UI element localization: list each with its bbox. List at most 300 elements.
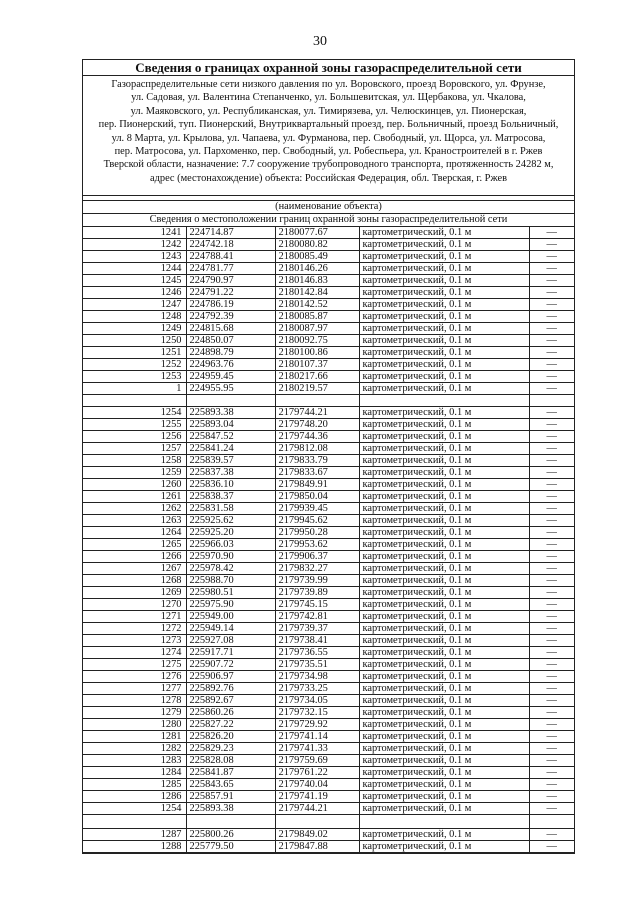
x-coordinate: 224959.45 — [186, 371, 275, 383]
method-accuracy: картометрический, 0.1 м — [359, 371, 529, 383]
point-number: 1259 — [83, 467, 186, 479]
table-row — [83, 767, 574, 779]
x-coordinate: 225829.23 — [186, 743, 275, 755]
description-cell: — — [529, 767, 574, 779]
point-number: 1287 — [83, 829, 186, 841]
method-accuracy: картометрический, 0.1 м — [359, 623, 529, 635]
x-coordinate: 224850.07 — [186, 335, 275, 347]
point-number: 1283 — [83, 755, 186, 767]
method-accuracy: картометрический, 0.1 м — [359, 479, 529, 491]
point-number: 1267 — [83, 563, 186, 575]
point-number: 1257 — [83, 443, 186, 455]
description-cell: — — [529, 515, 574, 527]
x-coordinate: 225917.71 — [186, 647, 275, 659]
y-coordinate: 2180217.66 — [275, 371, 359, 383]
x-coordinate: 224781.77 — [186, 263, 275, 275]
empty-cell — [529, 815, 574, 829]
y-coordinate: 2179741.33 — [275, 743, 359, 755]
x-coordinate: 225975.90 — [186, 599, 275, 611]
x-coordinate: 225925.62 — [186, 515, 275, 527]
y-coordinate: 2179950.28 — [275, 527, 359, 539]
document-title: Сведения о границах охранной зоны газораспределительной сети — [83, 60, 574, 76]
y-coordinate: 2179832.27 — [275, 563, 359, 575]
x-coordinate: 224714.87 — [186, 227, 275, 239]
x-coordinate: 225949.14 — [186, 623, 275, 635]
description-line: Тверской области, назначение: 7.7 сооружение трубопроводного транспорта, протяженность 24282 м, — [103, 159, 554, 171]
y-coordinate: 2179735.51 — [275, 659, 359, 671]
method-accuracy: картометрический, 0.1 м — [359, 671, 529, 683]
description-cell: — — [529, 443, 574, 455]
description-cell: — — [529, 467, 574, 479]
description-cell: — — [529, 539, 574, 551]
y-coordinate: 2179744.21 — [275, 407, 359, 419]
x-coordinate: 225907.72 — [186, 659, 275, 671]
description-cell: — — [529, 695, 574, 707]
x-coordinate: 225892.76 — [186, 683, 275, 695]
table-row — [83, 659, 574, 671]
x-coordinate: 225893.04 — [186, 419, 275, 431]
x-coordinate: 224742.18 — [186, 239, 275, 251]
x-coordinate: 224898.79 — [186, 347, 275, 359]
point-number: 1254 — [83, 803, 186, 815]
method-accuracy: картометрический, 0.1 м — [359, 635, 529, 647]
method-accuracy: картометрический, 0.1 м — [359, 467, 529, 479]
y-coordinate: 2180142.52 — [275, 299, 359, 311]
y-coordinate: 2180092.75 — [275, 335, 359, 347]
x-coordinate: 225839.57 — [186, 455, 275, 467]
method-accuracy: картометрический, 0.1 м — [359, 587, 529, 599]
description-cell: — — [529, 803, 574, 815]
point-number: 1276 — [83, 671, 186, 683]
point-number: 1242 — [83, 239, 186, 251]
table-row — [83, 275, 574, 287]
empty-cell — [186, 815, 275, 829]
x-coordinate: 225893.38 — [186, 803, 275, 815]
method-accuracy: картометрический, 0.1 м — [359, 539, 529, 551]
table-row — [83, 779, 574, 791]
table-row — [83, 251, 574, 263]
method-accuracy: картометрический, 0.1 м — [359, 407, 529, 419]
description-cell: — — [529, 491, 574, 503]
empty-cell — [83, 815, 186, 829]
point-number: 1268 — [83, 575, 186, 587]
y-coordinate: 2179741.14 — [275, 731, 359, 743]
table-row — [83, 563, 574, 575]
table-row — [83, 431, 574, 443]
y-coordinate: 2179739.37 — [275, 623, 359, 635]
description-line: пер. Пионерский, туп. Пионерский, Внутриквартальный проезд, пер. Больничный, проезд Больничный, — [98, 119, 559, 131]
description-cell: — — [529, 527, 574, 539]
table-row — [83, 611, 574, 623]
method-accuracy: картометрический, 0.1 м — [359, 431, 529, 443]
table-row — [83, 299, 574, 311]
table-row — [83, 803, 574, 815]
y-coordinate: 2179850.04 — [275, 491, 359, 503]
point-number: 1260 — [83, 479, 186, 491]
description-cell: — — [529, 587, 574, 599]
y-coordinate: 2180100.86 — [275, 347, 359, 359]
description-cell: — — [529, 359, 574, 371]
description-cell: — — [529, 335, 574, 347]
x-coordinate: 225970.90 — [186, 551, 275, 563]
y-coordinate: 2180077.67 — [275, 227, 359, 239]
point-number: 1266 — [83, 551, 186, 563]
table-row — [83, 683, 574, 695]
description-line: ул. Садовая, ул. Валентина Степанченко, ул. Большевитская, ул. Щербакова, ул. Чкалова, — [131, 92, 526, 104]
method-accuracy: картометрический, 0.1 м — [359, 659, 529, 671]
table-row — [83, 539, 574, 551]
table-row — [83, 347, 574, 359]
point-number: 1270 — [83, 599, 186, 611]
description-cell: — — [529, 227, 574, 239]
method-accuracy: картометрический, 0.1 м — [359, 647, 529, 659]
x-coordinate: 224963.76 — [186, 359, 275, 371]
x-coordinate: 225860.26 — [186, 707, 275, 719]
description-cell: — — [529, 479, 574, 491]
method-accuracy: картометрический, 0.1 м — [359, 683, 529, 695]
point-number: 1258 — [83, 455, 186, 467]
method-accuracy: картометрический, 0.1 м — [359, 491, 529, 503]
y-coordinate: 2180107.37 — [275, 359, 359, 371]
method-accuracy: картометрический, 0.1 м — [359, 287, 529, 299]
description-cell: — — [529, 275, 574, 287]
empty-cell — [275, 815, 359, 829]
table-row — [83, 287, 574, 299]
table-row — [83, 841, 574, 853]
method-accuracy: картометрический, 0.1 м — [359, 707, 529, 719]
table-row — [83, 587, 574, 599]
point-number: 1277 — [83, 683, 186, 695]
x-coordinate: 225827.22 — [186, 719, 275, 731]
method-accuracy: картометрический, 0.1 м — [359, 443, 529, 455]
point-number: 1285 — [83, 779, 186, 791]
y-coordinate: 2179741.19 — [275, 791, 359, 803]
x-coordinate: 225892.67 — [186, 695, 275, 707]
empty-cell — [359, 395, 529, 407]
object-name-label: (наименование объекта) — [83, 201, 574, 214]
y-coordinate: 2180146.26 — [275, 263, 359, 275]
coordinates-table — [83, 227, 574, 853]
description-cell: — — [529, 347, 574, 359]
x-coordinate: 225831.58 — [186, 503, 275, 515]
y-coordinate: 2179906.37 — [275, 551, 359, 563]
y-coordinate: 2179736.55 — [275, 647, 359, 659]
table-row — [83, 829, 574, 841]
point-number: 1250 — [83, 335, 186, 347]
description-cell: — — [529, 635, 574, 647]
description-cell: — — [529, 455, 574, 467]
y-coordinate: 2180080.82 — [275, 239, 359, 251]
table-row — [83, 623, 574, 635]
x-coordinate: 225838.37 — [186, 491, 275, 503]
method-accuracy: картометрический, 0.1 м — [359, 731, 529, 743]
y-coordinate: 2179744.21 — [275, 803, 359, 815]
table-row — [83, 239, 574, 251]
blank-row — [83, 395, 574, 407]
method-accuracy: картометрический, 0.1 м — [359, 575, 529, 587]
x-coordinate: 225800.26 — [186, 829, 275, 841]
y-coordinate: 2179733.25 — [275, 683, 359, 695]
description-cell: — — [529, 287, 574, 299]
method-accuracy: картометрический, 0.1 м — [359, 455, 529, 467]
y-coordinate: 2179953.62 — [275, 539, 359, 551]
y-coordinate: 2179849.91 — [275, 479, 359, 491]
location-header: Сведения о местоположении границ охранной зоны газораспределительной сети — [83, 214, 574, 227]
method-accuracy: картометрический, 0.1 м — [359, 779, 529, 791]
method-accuracy: картометрический, 0.1 м — [359, 515, 529, 527]
table-row — [83, 599, 574, 611]
method-accuracy: картометрический, 0.1 м — [359, 347, 529, 359]
y-coordinate: 2180087.97 — [275, 323, 359, 335]
description-line: ул. 8 Марта, ул. Крылова, ул. Чапаева, ул. Фурманова, пер. Свободный, ул. Щорса, ул. Матросова, — [111, 132, 546, 144]
description-cell: — — [529, 299, 574, 311]
description-line: пер. Матросова, ул. Пархоменко, пер. Свободный, ул. Робеспьера, ул. Краностроителей в г. Ржев — [114, 146, 543, 158]
table-row — [83, 647, 574, 659]
table-row — [83, 467, 574, 479]
y-coordinate: 2179738.41 — [275, 635, 359, 647]
method-accuracy: картометрический, 0.1 м — [359, 359, 529, 371]
y-coordinate: 2179742.81 — [275, 611, 359, 623]
y-coordinate: 2179740.04 — [275, 779, 359, 791]
method-accuracy: картометрический, 0.1 м — [359, 527, 529, 539]
method-accuracy: картометрический, 0.1 м — [359, 503, 529, 515]
point-number: 1271 — [83, 611, 186, 623]
description-cell: — — [529, 503, 574, 515]
point-number: 1282 — [83, 743, 186, 755]
method-accuracy: картометрический, 0.1 м — [359, 695, 529, 707]
description-cell: — — [529, 575, 574, 587]
empty-cell — [83, 395, 186, 407]
method-accuracy: картометрический, 0.1 м — [359, 383, 529, 395]
y-coordinate: 2179833.67 — [275, 467, 359, 479]
description-cell: — — [529, 719, 574, 731]
description-cell: — — [529, 599, 574, 611]
point-number: 1248 — [83, 311, 186, 323]
method-accuracy: картометрический, 0.1 м — [359, 829, 529, 841]
y-coordinate: 2179945.62 — [275, 515, 359, 527]
point-number: 1262 — [83, 503, 186, 515]
method-accuracy: картометрический, 0.1 м — [359, 263, 529, 275]
description-cell: — — [529, 419, 574, 431]
table-row — [83, 311, 574, 323]
point-number: 1245 — [83, 275, 186, 287]
object-description — [83, 76, 574, 196]
x-coordinate: 225826.20 — [186, 731, 275, 743]
method-accuracy: картометрический, 0.1 м — [359, 767, 529, 779]
x-coordinate: 224788.41 — [186, 251, 275, 263]
method-accuracy: картометрический, 0.1 м — [359, 755, 529, 767]
table-row — [83, 551, 574, 563]
point-number: 1249 — [83, 323, 186, 335]
y-coordinate: 2179759.69 — [275, 755, 359, 767]
y-coordinate: 2179812.08 — [275, 443, 359, 455]
y-coordinate: 2179761.22 — [275, 767, 359, 779]
y-coordinate: 2180142.84 — [275, 287, 359, 299]
point-number: 1261 — [83, 491, 186, 503]
description-cell: — — [529, 311, 574, 323]
table-row — [83, 755, 574, 767]
description-cell: — — [529, 671, 574, 683]
coordinates-table-body — [83, 227, 574, 853]
y-coordinate: 2180085.87 — [275, 311, 359, 323]
table-row — [83, 791, 574, 803]
method-accuracy: картометрический, 0.1 м — [359, 719, 529, 731]
description-cell: — — [529, 323, 574, 335]
point-number: 1269 — [83, 587, 186, 599]
method-accuracy: картометрический, 0.1 м — [359, 551, 529, 563]
point-number: 1243 — [83, 251, 186, 263]
x-coordinate: 225847.52 — [186, 431, 275, 443]
description-cell: — — [529, 407, 574, 419]
point-number: 1244 — [83, 263, 186, 275]
boundary-document — [82, 59, 575, 854]
description-cell: — — [529, 239, 574, 251]
description-cell: — — [529, 779, 574, 791]
y-coordinate: 2180085.49 — [275, 251, 359, 263]
description-cell: — — [529, 647, 574, 659]
x-coordinate: 225857.91 — [186, 791, 275, 803]
point-number: 1281 — [83, 731, 186, 743]
description-cell: — — [529, 743, 574, 755]
description-line: ул. Маяковского, ул. Республиканская, ул. Тимирязева, ул. Челюскинцев, ул. Пионерская, — [130, 105, 527, 117]
point-number: 1265 — [83, 539, 186, 551]
y-coordinate: 2179739.89 — [275, 587, 359, 599]
method-accuracy: картометрический, 0.1 м — [359, 251, 529, 263]
page-number: 30 — [313, 34, 327, 49]
point-number: 1255 — [83, 419, 186, 431]
y-coordinate: 2179734.05 — [275, 695, 359, 707]
empty-cell — [186, 395, 275, 407]
point-number: 1246 — [83, 287, 186, 299]
method-accuracy: картометрический, 0.1 м — [359, 419, 529, 431]
empty-cell — [529, 395, 574, 407]
description-line: адрес (местонахождение) объекта: Российская Федерация, обл. Тверская, г. Ржев — [149, 172, 508, 184]
point-number: 1278 — [83, 695, 186, 707]
y-coordinate: 2179939.45 — [275, 503, 359, 515]
point-number: 1 — [83, 383, 186, 395]
y-coordinate: 2180146.83 — [275, 275, 359, 287]
method-accuracy: картометрический, 0.1 м — [359, 323, 529, 335]
x-coordinate: 225841.87 — [186, 767, 275, 779]
point-number: 1272 — [83, 623, 186, 635]
table-row — [83, 527, 574, 539]
x-coordinate: 225925.20 — [186, 527, 275, 539]
description-cell: — — [529, 251, 574, 263]
description-line: Газораспределительные сети низкого давления по ул. Воровского, проезд Воровского, ул. Фрунзе, — [111, 79, 546, 90]
table-row — [83, 383, 574, 395]
description-cell: — — [529, 683, 574, 695]
x-coordinate: 225893.38 — [186, 407, 275, 419]
table-row — [83, 707, 574, 719]
x-coordinate: 225927.08 — [186, 635, 275, 647]
method-accuracy: картометрический, 0.1 м — [359, 239, 529, 251]
x-coordinate: 224815.68 — [186, 323, 275, 335]
table-row — [83, 359, 574, 371]
description-cell: — — [529, 611, 574, 623]
x-coordinate: 224786.19 — [186, 299, 275, 311]
x-coordinate: 225949.00 — [186, 611, 275, 623]
y-coordinate: 2179748.20 — [275, 419, 359, 431]
table-row — [83, 407, 574, 419]
method-accuracy: картометрический, 0.1 м — [359, 791, 529, 803]
table-row — [83, 731, 574, 743]
description-cell: — — [529, 431, 574, 443]
point-number: 1275 — [83, 659, 186, 671]
method-accuracy: картометрический, 0.1 м — [359, 227, 529, 239]
table-row — [83, 515, 574, 527]
point-number: 1256 — [83, 431, 186, 443]
table-row — [83, 479, 574, 491]
y-coordinate: 2179744.36 — [275, 431, 359, 443]
point-number: 1284 — [83, 767, 186, 779]
table-row — [83, 575, 574, 587]
x-coordinate: 225828.08 — [186, 755, 275, 767]
table-row — [83, 503, 574, 515]
x-coordinate: 225779.50 — [186, 841, 275, 853]
description-cell: — — [529, 551, 574, 563]
point-number: 1263 — [83, 515, 186, 527]
point-number: 1253 — [83, 371, 186, 383]
description-cell: — — [529, 563, 574, 575]
x-coordinate: 225966.03 — [186, 539, 275, 551]
point-number: 1247 — [83, 299, 186, 311]
method-accuracy: картометрический, 0.1 м — [359, 335, 529, 347]
y-coordinate: 2179847.88 — [275, 841, 359, 853]
y-coordinate: 2179833.79 — [275, 455, 359, 467]
table-row — [83, 743, 574, 755]
table-row — [83, 455, 574, 467]
method-accuracy: картометрический, 0.1 м — [359, 743, 529, 755]
description-cell: — — [529, 731, 574, 743]
method-accuracy: картометрический, 0.1 м — [359, 599, 529, 611]
table-row — [83, 227, 574, 239]
x-coordinate: 225836.10 — [186, 479, 275, 491]
x-coordinate: 225978.42 — [186, 563, 275, 575]
description-cell: — — [529, 707, 574, 719]
y-coordinate: 2179849.02 — [275, 829, 359, 841]
table-row — [83, 419, 574, 431]
point-number: 1254 — [83, 407, 186, 419]
table-row — [83, 371, 574, 383]
method-accuracy: картометрический, 0.1 м — [359, 311, 529, 323]
x-coordinate: 224791.22 — [186, 287, 275, 299]
table-row — [83, 491, 574, 503]
method-accuracy: картометрический, 0.1 м — [359, 275, 529, 287]
table-row — [83, 635, 574, 647]
x-coordinate: 225980.51 — [186, 587, 275, 599]
point-number: 1280 — [83, 719, 186, 731]
x-coordinate: 225988.70 — [186, 575, 275, 587]
description-cell: — — [529, 841, 574, 853]
table-row — [83, 443, 574, 455]
method-accuracy: картометрический, 0.1 м — [359, 841, 529, 853]
point-number: 1241 — [83, 227, 186, 239]
table-row — [83, 323, 574, 335]
point-number: 1274 — [83, 647, 186, 659]
x-coordinate: 224792.39 — [186, 311, 275, 323]
y-coordinate: 2179729.92 — [275, 719, 359, 731]
table-row — [83, 263, 574, 275]
point-number: 1279 — [83, 707, 186, 719]
point-number: 1288 — [83, 841, 186, 853]
method-accuracy: картометрический, 0.1 м — [359, 611, 529, 623]
point-number: 1264 — [83, 527, 186, 539]
empty-cell — [275, 395, 359, 407]
table-row — [83, 335, 574, 347]
x-coordinate: 224790.97 — [186, 275, 275, 287]
point-number: 1252 — [83, 359, 186, 371]
point-number: 1251 — [83, 347, 186, 359]
